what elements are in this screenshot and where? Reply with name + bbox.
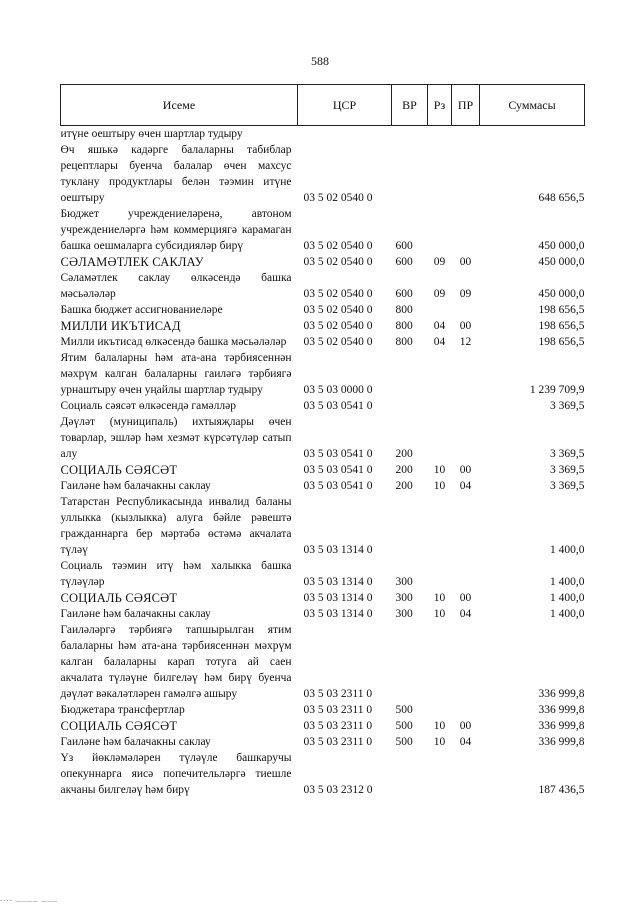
- table-row: [61, 558, 585, 590]
- cell-vr: [392, 350, 428, 398]
- cell-csr: 03 5 03 0000 0: [303, 384, 373, 396]
- cell-csr: 03 5 03 1314 0: [303, 544, 373, 556]
- table-row: [61, 318, 585, 334]
- cell-sum: 450 000,0: [538, 288, 585, 300]
- cell-pr: [452, 702, 480, 718]
- cell-rz: [428, 126, 452, 143]
- cell-vr: 200: [395, 464, 413, 476]
- cell-rz: 04: [433, 336, 446, 348]
- cell-name: Бюджетара трансфертлар: [60, 704, 185, 716]
- cell-sum: 1 400,0: [550, 576, 585, 588]
- cell-name: Гаиләләргә тәрбиягә тапшырылган ятим балаларны һәм ата-ана тәрбиясеннән мәхрүм калган балаларны карап тотуга ай саен акчалата түләүне билгеләү һәм бирү буенча дәүләт вәкаләтләрен гамәлгә ашыру: [60, 624, 292, 700]
- cell-vr: 500: [395, 736, 413, 748]
- cell-sum: 3 369,5: [550, 400, 585, 412]
- cell-rz: 04: [433, 320, 446, 332]
- cell-vr: 600: [395, 256, 413, 268]
- table-row: [61, 206, 585, 254]
- cell-csr: 03 5 02 0540 0: [303, 304, 373, 316]
- cell-name: СОЦИАЛЬ СӘЯСӘТ: [60, 719, 178, 733]
- cell-pr: [452, 302, 480, 318]
- cell-pr: [452, 750, 480, 798]
- cell-vr: 800: [395, 336, 413, 348]
- table-row: [61, 750, 585, 798]
- header-name: Исеме: [61, 85, 298, 126]
- header-pr: ПР: [452, 85, 480, 126]
- cell-rz: 10: [433, 480, 446, 492]
- scan-edge-marks: .... ____ ___: [0, 893, 58, 903]
- cell-pr: 04: [459, 736, 472, 748]
- cell-sum: 450 000,0: [538, 256, 585, 268]
- cell-csr: 03 5 02 0540 0: [303, 336, 373, 348]
- cell-name: Милли икътисад өлкәсендә башка мәсьәләләр: [60, 336, 287, 348]
- cell-csr: 03 5 02 0540 0: [303, 320, 373, 332]
- cell-rz: [428, 206, 452, 254]
- table-row: [61, 270, 585, 302]
- table-row: [61, 334, 585, 350]
- cell-name: Гаиләне һәм балачакны саклау: [60, 736, 211, 748]
- cell-pr: 00: [459, 256, 472, 268]
- cell-name: МИЛЛИ ИКЪТИСАД: [60, 319, 181, 333]
- cell-pr: 12: [459, 336, 472, 348]
- cell-csr: 03 5 02 0540 0: [303, 256, 373, 268]
- cell-pr: [452, 494, 480, 558]
- cell-sum: 336 999,8: [538, 688, 585, 700]
- cell-pr: 00: [459, 320, 472, 332]
- cell-pr: [452, 398, 480, 414]
- cell-name: СӘЛАМӘТЛЕК САКЛАУ: [60, 255, 204, 269]
- cell-rz: 10: [433, 608, 446, 620]
- cell-rz: 10: [433, 736, 446, 748]
- cell-pr: 09: [459, 288, 472, 300]
- cell-csr: 03 5 03 0541 0: [303, 400, 373, 412]
- cell-vr: 200: [395, 480, 413, 492]
- cell-csr: 03 5 03 2311 0: [303, 688, 373, 700]
- cell-rz: [428, 302, 452, 318]
- cell-vr: 300: [395, 592, 413, 604]
- cell-name: СОЦИАЛЬ СӘЯСӘТ: [60, 463, 178, 477]
- cell-pr: [452, 558, 480, 590]
- cell-sum: [480, 126, 585, 143]
- cell-sum: 3 369,5: [550, 480, 585, 492]
- cell-pr: 00: [459, 720, 472, 732]
- cell-sum: 1 239 709,9: [529, 384, 585, 396]
- cell-rz: [428, 622, 452, 702]
- cell-vr: [392, 750, 428, 798]
- cell-csr: 03 5 02 0540 0: [303, 288, 373, 300]
- cell-csr: 03 5 02 0540 0: [303, 240, 373, 252]
- header-sum: Суммасы: [480, 85, 585, 126]
- cell-csr: 03 5 03 1314 0: [303, 592, 373, 604]
- cell-vr: 500: [395, 720, 413, 732]
- cell-name: Гаиләне һәм балачакны саклау: [60, 480, 211, 492]
- cell-sum: 198 656,5: [538, 320, 585, 332]
- cell-vr: 800: [395, 304, 413, 316]
- cell-sum: 1 400,0: [550, 608, 585, 620]
- cell-sum: 198 656,5: [538, 304, 585, 316]
- cell-rz: 10: [433, 720, 446, 732]
- cell-vr: 300: [395, 608, 413, 620]
- cell-pr: [452, 206, 480, 254]
- cell-csr: 03 5 03 0541 0: [303, 464, 373, 476]
- cell-name: Дәүләт (муниципаль) ихтыяҗлары өчен товарлар, эшләр һәм хезмәт күрсәтүләр сатып алу: [60, 416, 292, 460]
- cell-rz: 10: [433, 592, 446, 604]
- cell-rz: [428, 398, 452, 414]
- cell-pr: 04: [459, 608, 472, 620]
- header-vr: ВР: [392, 85, 428, 126]
- cell-pr: [452, 414, 480, 462]
- cell-sum: 187 436,5: [538, 784, 585, 796]
- cell-pr: [452, 126, 480, 143]
- budget-table: [60, 84, 585, 798]
- cell-csr: [298, 126, 392, 143]
- cell-pr: [452, 622, 480, 702]
- cell-rz: [428, 750, 452, 798]
- cell-csr: 03 5 03 1314 0: [303, 576, 373, 588]
- cell-sum: 336 999,8: [538, 720, 585, 732]
- table-row: [61, 414, 585, 462]
- cell-rz: [428, 350, 452, 398]
- cell-sum: 3 369,5: [550, 448, 585, 460]
- table-header-row: [61, 85, 585, 126]
- header-rz: Рз: [428, 85, 452, 126]
- cell-vr: 200: [395, 448, 413, 460]
- table-row: [61, 606, 585, 622]
- cell-sum: 198 656,5: [538, 336, 585, 348]
- cell-rz: 09: [433, 256, 446, 268]
- cell-vr: 600: [395, 288, 413, 300]
- cell-sum: 648 656,5: [538, 192, 585, 204]
- cell-vr: [392, 142, 428, 206]
- cell-name: Өч яшькә кадәрге балаларны табиблар рецептлары буенча балалар өчен махсус туклану продуктлары белән тәэмин итүне оештыру: [60, 144, 292, 204]
- table-row: [61, 478, 585, 494]
- cell-sum: 336 999,8: [538, 736, 585, 748]
- cell-name: Башка бюджет ассигнованиеләре: [60, 304, 223, 316]
- cell-rz: [428, 494, 452, 558]
- cell-vr: 500: [395, 704, 413, 716]
- cell-csr: 03 5 03 2311 0: [303, 704, 373, 716]
- cell-vr: [392, 494, 428, 558]
- cell-csr: 03 5 03 2311 0: [303, 736, 373, 748]
- cell-vr: 800: [395, 320, 413, 332]
- cell-csr: 03 5 03 2311 0: [303, 720, 373, 732]
- cell-rz: [428, 558, 452, 590]
- cell-csr: 03 5 02 0540 0: [303, 192, 373, 204]
- page-number: 588: [311, 54, 329, 68]
- cell-vr: 300: [395, 576, 413, 588]
- cell-name: СОЦИАЛЬ СӘЯСӘТ: [60, 591, 178, 605]
- cell-pr: [452, 350, 480, 398]
- cell-name: Сәламәтлек саклау өлкәсендә башка мәсьәләләр: [60, 272, 292, 300]
- cell-name: Социаль тәэмин итү һәм халыкка башка түләүләр: [60, 560, 292, 588]
- table-row: [61, 494, 585, 558]
- cell-pr: 04: [459, 480, 472, 492]
- cell-vr: [392, 398, 428, 414]
- cell-vr: [392, 622, 428, 702]
- cell-vr: 600: [395, 240, 413, 252]
- cell-rz: 09: [433, 288, 446, 300]
- table-row: [61, 718, 585, 734]
- cell-rz: [428, 702, 452, 718]
- cell-csr: 03 5 03 0541 0: [303, 480, 373, 492]
- cell-pr: [452, 142, 480, 206]
- cell-rz: [428, 142, 452, 206]
- table-row: [61, 126, 585, 143]
- table-row: [61, 350, 585, 398]
- cell-name: Татарстан Республикасында инвалид баланы уллыкка (кызлыкка) алуга бәйле рәвештә гражданнарга бер мәртәбә өстәмә акчалата түләү: [60, 496, 292, 556]
- cell-csr: 03 5 03 0541 0: [303, 448, 373, 460]
- table-row: [61, 254, 585, 270]
- table-row: [61, 734, 585, 750]
- cell-name: Ятим балаларны һәм ата-ана тәрбиясеннән мәхрүм калган балаларны гаиләгә тәрбиягә урнаштыру өчен уңайлы шартлар тудыру: [60, 352, 292, 396]
- table-row: [61, 142, 585, 206]
- table-row: [61, 702, 585, 718]
- table-row: [61, 302, 585, 318]
- cell-name: Үз йөкләмәләрен түләүле башкаручы опекуннарга яисә попечительләргә тиешле акчаны билгеләү һәм бирү: [60, 752, 292, 796]
- cell-rz: [428, 414, 452, 462]
- cell-name: Социаль сәясәт өлкәсендә гамәлләр: [60, 400, 236, 412]
- table-row: [61, 398, 585, 414]
- table-row: [61, 622, 585, 702]
- cell-pr: 00: [459, 464, 472, 476]
- header-csr: ЦСР: [298, 85, 392, 126]
- cell-csr: 03 5 03 1314 0: [303, 608, 373, 620]
- cell-name: итүне оештыру өчен шартлар тудыру: [60, 128, 243, 140]
- cell-sum: 3 369,5: [550, 464, 585, 476]
- table-body: [61, 126, 585, 799]
- cell-sum: 450 000,0: [538, 240, 585, 252]
- cell-sum: 336 999,8: [538, 704, 585, 716]
- cell-csr: 03 5 03 2312 0: [303, 784, 373, 796]
- cell-rz: 10: [433, 464, 446, 476]
- table-row: [61, 462, 585, 478]
- cell-sum: 1 400,0: [550, 592, 585, 604]
- cell-name: Гаиләне һәм балачакны саклау: [60, 608, 211, 620]
- cell-sum: 1 400,0: [550, 544, 585, 556]
- cell-vr: [392, 126, 428, 143]
- cell-name: Бюджет учреждениеләренә, автоном учреждениеләргә һәм коммерциягә карамаган башка оешмаларга субсидияләр бирү: [60, 208, 292, 252]
- cell-pr: 00: [459, 592, 472, 604]
- table-row: [61, 590, 585, 606]
